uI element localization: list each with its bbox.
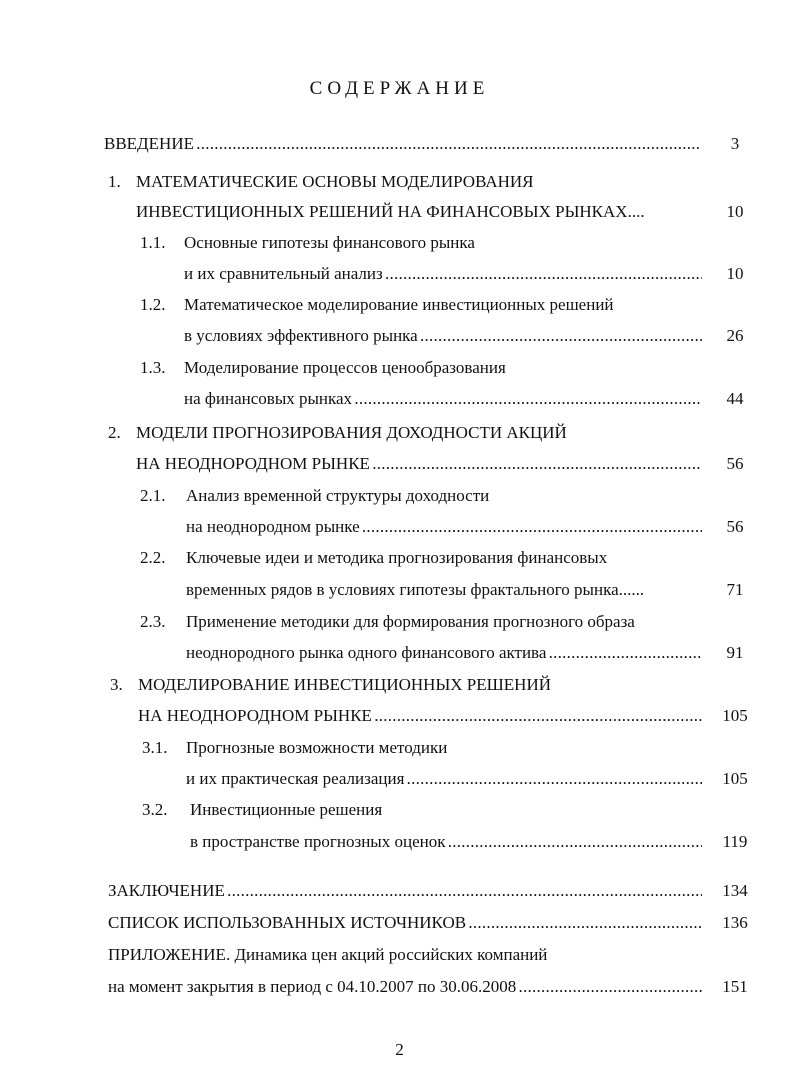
toc-ch2-line1: МОДЕЛИ ПРОГНОЗИРОВАНИЯ ДОХОДНОСТИ АКЦИЙ [136, 423, 567, 442]
toc-s21-page: 56 [726, 517, 744, 536]
toc-s23-page: 91 [726, 643, 744, 662]
toc-s12-line2: в условиях эффективного рынка . . . [184, 324, 702, 348]
toc-s22-page: 71 [726, 580, 744, 599]
toc-intro-page: 3 [730, 134, 740, 153]
toc-s13-num: 1.3. [140, 358, 166, 377]
toc-s31-page: 105 [722, 769, 748, 788]
toc-appendix-page: 151 [722, 977, 748, 996]
toc-s13-page: 44 [726, 389, 744, 408]
toc-ch2-line2: НА НЕОДНОРОДНОМ РЫНКЕ . . . [136, 452, 702, 476]
toc-s11-page: 10 [726, 264, 744, 283]
toc-s11-line2: и их сравнительный анализ . . . [184, 262, 702, 286]
toc-references: СПИСОК ИСПОЛЬЗОВАННЫХ ИСТОЧНИКОВ . . . [108, 911, 702, 935]
toc-ch3-line1: МОДЕЛИРОВАНИЕ ИНВЕСТИЦИОННЫХ РЕШЕНИЙ [138, 675, 551, 694]
toc-s32-page: 119 [722, 832, 748, 851]
toc-references-page: 136 [722, 913, 748, 932]
toc-s23-line2: неоднородного рынка одного финансового актива . . . [186, 641, 702, 665]
toc-s32-line2: в пространстве прогнозных оценок . . . [190, 830, 702, 854]
toc-ch1-line2: ИНВЕСТИЦИОННЫХ РЕШЕНИЙ НА ФИНАНСОВЫХ РЫНКАХ.... [136, 202, 645, 221]
page-number: 2 [395, 1040, 404, 1059]
toc-s31-num: 3.1. [142, 738, 168, 757]
toc-s11-num: 1.1. [140, 233, 166, 252]
toc-ch3-num: 3. [110, 675, 123, 694]
toc-s21-line1: Анализ временной структуры доходности [186, 486, 490, 505]
toc-s23-num: 2.3. [140, 612, 166, 631]
toc-s12-line1: Математическое моделирование инвестиционных решений [184, 295, 614, 314]
toc-appendix-line1: ПРИЛОЖЕНИЕ. Динамика цен акций российских компаний [108, 945, 548, 964]
toc-s21-line2: на неоднородном рынке . . . [186, 515, 702, 539]
toc-ch3-page: 105 [722, 706, 748, 725]
toc-s23-line1: Применение методики для формирования прогнозного образа [186, 612, 635, 631]
toc-ch2-page: 56 [726, 454, 744, 473]
toc-s32-line1: Инвестиционные решения [190, 800, 383, 819]
toc-s13-line1: Моделирование процессов ценообразования [184, 358, 506, 377]
toc-appendix-line2: на момент закрытия в период с 04.10.2007 по 30.06.2008 . . . [108, 975, 702, 999]
page-title: СОДЕРЖАНИЕ [309, 78, 490, 99]
toc-s31-line1: Прогнозные возможности методики [186, 738, 448, 757]
toc-intro-text: ВВЕДЕНИЕ [104, 134, 194, 153]
toc-ch3-line2: НА НЕОДНОРОДНОМ РЫНКЕ . . . [138, 704, 702, 728]
toc-conclusion: ЗАКЛЮЧЕНИЕ . . . [108, 879, 702, 903]
toc-s13-line2: на финансовых рынках . . . [184, 387, 702, 411]
toc-ch1-page: 10 [726, 202, 744, 221]
toc-s12-num: 1.2. [140, 295, 166, 314]
toc-s12-page: 26 [726, 326, 744, 345]
toc-s21-num: 2.1. [140, 486, 166, 505]
toc-conclusion-page: 134 [722, 881, 748, 900]
toc-ch2-num: 2. [108, 423, 121, 442]
toc-s32-num: 3.2. [142, 800, 168, 819]
toc-s31-line2: и их практическая реализация . . . [186, 767, 702, 791]
toc-intro [104, 132, 700, 156]
toc-s22-line1: Ключевые идеи и методика прогнозирования финансовых [186, 548, 608, 567]
toc-s22-line2: временных рядов в условиях гипотезы фрактального рынка...... [186, 580, 645, 599]
toc-ch1-num: 1. [108, 172, 121, 191]
toc-ch1-line1: МАТЕМАТИЧЕСКИЕ ОСНОВЫ МОДЕЛИРОВАНИЯ [136, 172, 534, 191]
toc-s11-line1: Основные гипотезы финансового рынка [184, 233, 475, 252]
toc-s22-num: 2.2. [140, 548, 166, 567]
